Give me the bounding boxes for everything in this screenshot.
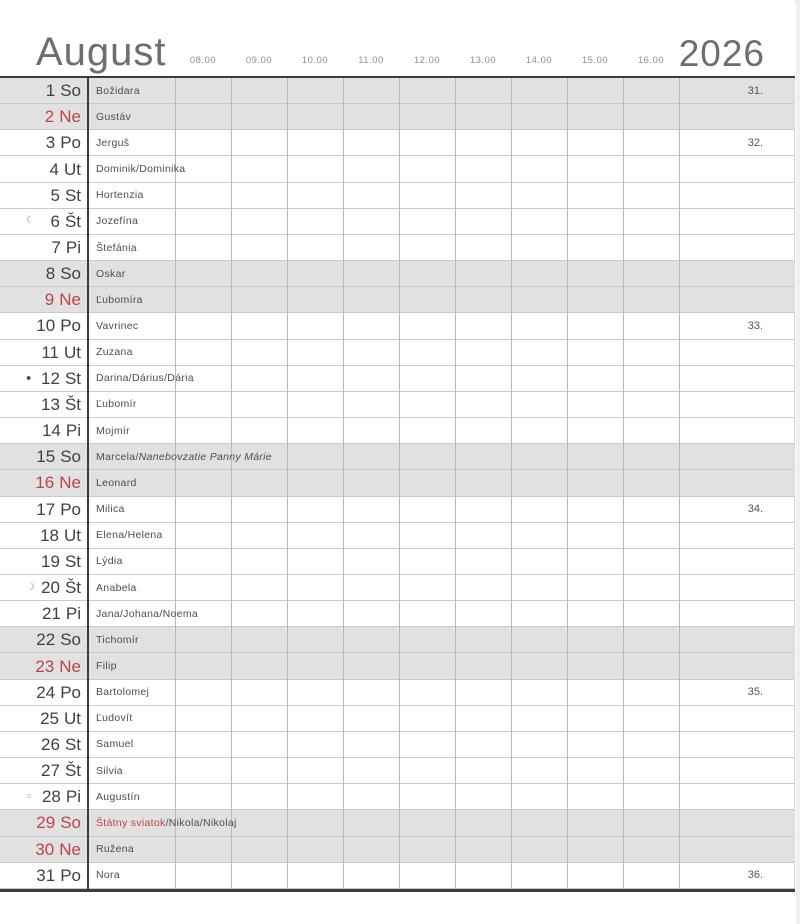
nameday-text: Nanebovzatie Panny Márie [138,450,272,463]
nameday-label [96,183,755,208]
weekday-abbreviation: So [60,813,81,833]
day-cell [0,680,88,705]
day-cell [0,209,88,234]
day-row [0,863,795,889]
nameday-label [96,392,755,417]
time-label: 12.00 [413,55,441,66]
nameday-text: Ľubomír [96,398,137,411]
day-row [0,366,795,392]
weekday-abbreviation: So [60,81,81,101]
nameday-label [96,470,755,495]
day-number: 19 [41,551,60,571]
day-number: 8 [45,264,56,284]
day-number: 25 [40,708,59,728]
nameday-text: Vavrinec [96,319,139,332]
nameday-label [96,261,755,286]
day-row [0,470,795,496]
day-row [0,104,795,130]
weekday-abbreviation: Št [64,394,81,414]
day-cell [0,104,88,129]
day-number: 27 [41,761,60,781]
weekday-abbreviation: So [60,264,81,284]
week-number: 31. [747,84,763,97]
weekday-abbreviation: Št [64,211,81,231]
day-cell [0,340,88,365]
week-number: 33. [747,319,763,332]
moon-phase-full-icon: ○ [26,790,33,802]
nameday-text: Zuzana [96,346,133,359]
month-title: August [36,30,167,74]
day-row [0,209,795,235]
day-number: 10 [36,316,56,336]
moon-phase-first-quarter-icon: ☽ [26,581,35,593]
day-number: 12 [41,368,60,388]
day-number: 28 [41,787,61,807]
day-number: 16 [35,473,55,493]
weekday-abbreviation: Po [60,865,81,885]
table-right-edge [794,78,795,889]
time-label: 10.00 [301,55,329,66]
weekday-abbreviation: Pi [65,604,81,624]
nameday-label [96,313,755,338]
weekday-abbreviation: Ne [59,473,81,493]
nameday-text: Ľudovít [96,712,133,725]
day-row [0,183,795,209]
nameday-text: Elena/Helena [96,529,163,542]
day-cell [0,130,88,155]
weekday-abbreviation: Pi [65,421,81,441]
nameday-label [96,340,755,365]
nameday-text: Štátny sviatok [96,816,166,829]
day-cell [0,549,88,574]
day-number: 15 [36,447,56,467]
nameday-label [96,601,755,626]
day-number: 14 [41,421,61,441]
day-row [0,497,795,523]
day-cell [0,78,88,103]
day-number: 7 [51,238,61,258]
day-number: 1 [45,81,56,101]
day-cell [0,837,88,862]
nameday-text: Jerguš [96,136,130,149]
day-number: 3 [45,133,56,153]
day-row [0,706,795,732]
weekday-abbreviation: Ne [59,839,81,859]
weekday-abbreviation: Ut [64,342,81,362]
week-number: 36. [747,869,763,882]
weekday-abbreviation: Ut [64,159,81,179]
nameday-label [96,575,755,600]
nameday-label [96,130,755,155]
weekday-abbreviation: Ne [59,656,81,676]
nameday-text: Ľubomíra [96,293,143,306]
nameday-text: Milica [96,503,125,516]
nameday-label [96,444,755,469]
nameday-label [96,78,755,103]
calendar-header [0,0,795,78]
nameday-text: Darina/Dárius/Dária [96,372,194,385]
day-cell [0,444,88,469]
day-row [0,156,795,182]
weekday-abbreviation: Pi [65,238,81,258]
weekday-abbreviation: Pi [65,787,81,807]
day-number: 30 [35,839,55,859]
nameday-label [96,549,755,574]
nameday-text: Filip [96,660,117,673]
nameday-text: Silvia [96,764,123,777]
day-row [0,680,795,706]
day-number: 6 [50,211,60,231]
nameday-label [96,863,755,888]
nameday-text: Jana/Johana/Noema [96,607,198,620]
nameday-label [96,287,755,312]
page-right-edge [796,0,800,924]
day-row [0,392,795,418]
nameday-text: Lýdia [96,555,123,568]
weekday-abbreviation: Ne [59,107,81,127]
time-label: 15.00 [581,55,609,66]
year-title: 2026 [678,33,765,74]
nameday-text: Augustín [96,790,140,803]
nameday-label [96,758,755,783]
nameday-text: Gustáv [96,110,132,123]
weekday-abbreviation: Po [60,133,81,153]
weekday-abbreviation: Št [64,578,81,598]
day-cell [0,287,88,312]
day-cell [0,470,88,495]
moon-phase-new-icon: ● [26,372,32,383]
day-number: 11 [41,342,59,362]
nameday-text: Anabela [96,581,137,594]
day-cell [0,653,88,678]
weekday-abbreviation: St [64,551,81,571]
day-cell [0,497,88,522]
day-row [0,784,795,810]
weekday-abbreviation: So [60,630,81,650]
nameday-text: Jozefína [96,215,139,228]
time-label: 14.00 [525,55,553,66]
nameday-label [96,732,755,757]
week-number: 35. [747,686,763,699]
day-cell [0,235,88,260]
day-number: 17 [36,499,56,519]
day-cell [0,313,88,338]
day-cell [0,523,88,548]
day-row [0,287,795,313]
nameday-text: Leonard [96,476,137,489]
nameday-text: Hortenzia [96,189,144,202]
nameday-text: Štefánia [96,241,137,254]
time-label: 11.00 [358,55,384,66]
nameday-label [96,156,755,181]
day-cell [0,156,88,181]
day-row [0,758,795,784]
day-cell [0,863,88,888]
nameday-text: Bartolomej [96,686,150,699]
time-label: 09.00 [245,55,273,66]
nameday-label [96,784,755,809]
week-number: 34. [747,503,763,516]
moon-phase-last-quarter-icon: ☾ [26,215,35,227]
time-label: 08.00 [189,55,217,66]
nameday-text: Dominik/Dominika [96,163,186,176]
nameday-label [96,627,755,652]
day-number: 31 [36,865,56,885]
day-cell [0,601,88,626]
weekday-abbreviation: Po [60,499,81,519]
day-cell [0,575,88,600]
nameday-label [96,653,755,678]
day-row [0,78,795,104]
weekday-abbreviation: So [60,447,81,467]
nameday-text: Nora [96,869,120,882]
nameday-label [96,497,755,522]
day-row [0,575,795,601]
nameday-text: Božidara [96,84,140,97]
day-row [0,627,795,653]
weekday-abbreviation: St [64,185,81,205]
nameday-label [96,209,755,234]
day-number: 29 [36,813,56,833]
day-row [0,130,795,156]
day-cell [0,732,88,757]
day-number: 5 [50,185,60,205]
nameday-label [96,104,755,129]
nameday-label [96,706,755,731]
day-row [0,444,795,470]
day-cell [0,183,88,208]
day-number: 26 [41,734,60,754]
nameday-text: Marcela/ [96,450,139,463]
calendar-grid [0,78,795,892]
day-number: 20 [41,578,60,598]
weekday-abbreviation: Št [64,761,81,781]
day-row [0,418,795,444]
day-cell [0,758,88,783]
day-row [0,523,795,549]
day-number: 13 [41,394,60,414]
day-number: 18 [40,525,59,545]
day-row [0,837,795,863]
weekday-abbreviation: Ne [59,290,81,310]
nameday-label [96,523,755,548]
nameday-label [96,810,755,835]
week-number: 32. [747,136,763,149]
nameday-label [96,366,755,391]
day-number: 4 [49,159,59,179]
weekday-abbreviation: Ut [64,525,81,545]
day-cell [0,627,88,652]
day-row [0,340,795,366]
day-cell [0,366,88,391]
nameday-text: /Nikola/Nikolaj [165,816,237,829]
nameday-text: Tichomír [96,633,139,646]
day-cell [0,810,88,835]
day-column-divider [87,78,89,889]
day-cell [0,261,88,286]
day-number: 24 [36,682,56,702]
day-number: 9 [44,290,55,310]
day-cell [0,784,88,809]
day-row [0,235,795,261]
day-row [0,601,795,627]
weekday-abbreviation: St [64,368,81,388]
day-number: 2 [44,107,55,127]
time-label: 13.00 [469,55,497,66]
weekday-abbreviation: Ut [64,708,81,728]
nameday-label [96,837,755,862]
day-cell [0,418,88,443]
nameday-text: Oskar [96,267,126,280]
nameday-text: Mojmír [96,424,130,437]
time-label: 16.00 [637,55,665,66]
nameday-text: Ružena [96,843,134,856]
nameday-label [96,235,755,260]
day-row [0,261,795,287]
weekday-abbreviation: St [64,734,81,754]
day-number: 22 [36,630,56,650]
nameday-label [96,418,755,443]
nameday-text: Samuel [96,738,134,751]
day-row [0,732,795,758]
day-row [0,549,795,575]
weekday-abbreviation: Po [60,682,81,702]
weekday-abbreviation: Po [60,316,81,336]
day-number: 23 [35,656,55,676]
day-number: 21 [41,604,61,624]
day-cell [0,392,88,417]
day-row [0,810,795,836]
nameday-label [96,680,755,705]
day-cell [0,706,88,731]
day-row [0,313,795,339]
day-row [0,653,795,679]
